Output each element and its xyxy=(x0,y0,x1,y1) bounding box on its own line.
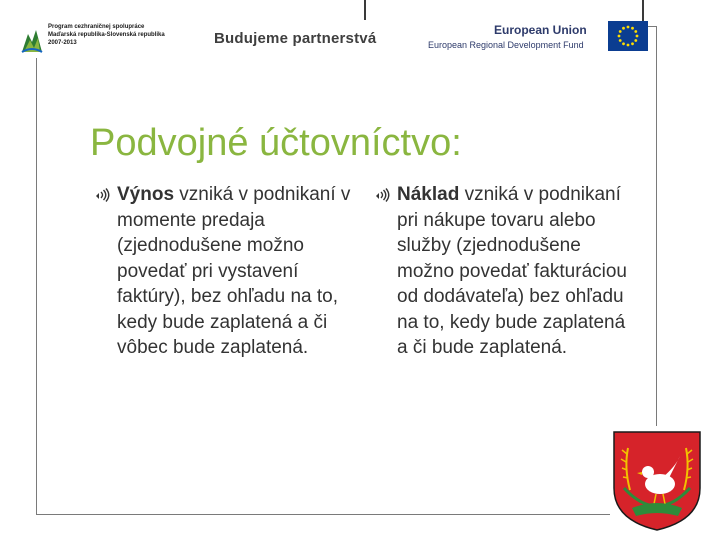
bullet-vynos-term: Výnos xyxy=(117,184,175,205)
frame-bottom-horizontal xyxy=(36,514,610,515)
frame-top-left-vertical xyxy=(364,0,366,22)
bullet-naklad xyxy=(375,182,637,361)
signal-bullet-icon xyxy=(95,188,111,202)
program-mark-icon xyxy=(20,22,44,56)
eu-subtitle: European Regional Development Fund xyxy=(428,40,584,50)
coat-of-arms-icon xyxy=(610,428,704,532)
bullet-vynos-text xyxy=(117,182,355,361)
header-logo-bar xyxy=(18,20,642,58)
eu-logo xyxy=(410,20,650,54)
eu-flag-icon xyxy=(608,21,648,51)
program-logo xyxy=(20,22,190,58)
bullet-naklad-body: vzniká v podnikaní pri nákupe tovaru alebo služby (zjednodušene možno povedať fakturáciou od dodávateľa) bez ohľadu na to, kedy bude zaplatená a či bude zaplatená. xyxy=(397,184,627,358)
frame-right-vertical xyxy=(656,26,657,426)
bullet-naklad-term: Náklad xyxy=(397,184,460,205)
partnership-slogan: Budujeme partnerstvá xyxy=(214,30,377,47)
bullet-vynos-body: vzniká v podnikaní v momente predaja (zjednodušene možno povedať pri vystavení faktúry), bez ohľadu na to, kedy bude zaplatená a či vôbec bude zaplatená. xyxy=(117,184,351,358)
eu-title: European Union xyxy=(494,23,587,37)
frame-left-vertical xyxy=(36,40,37,515)
program-name: Program cezhraničnej spolupráce Maďarská republika-Slovenská republika 2007-2013 xyxy=(48,24,165,46)
bullet-vynos xyxy=(95,182,355,361)
slide-title: Podvojné účtovníctvo: xyxy=(90,122,462,164)
bullet-naklad-text xyxy=(397,182,637,361)
signal-bullet-icon xyxy=(375,188,391,202)
